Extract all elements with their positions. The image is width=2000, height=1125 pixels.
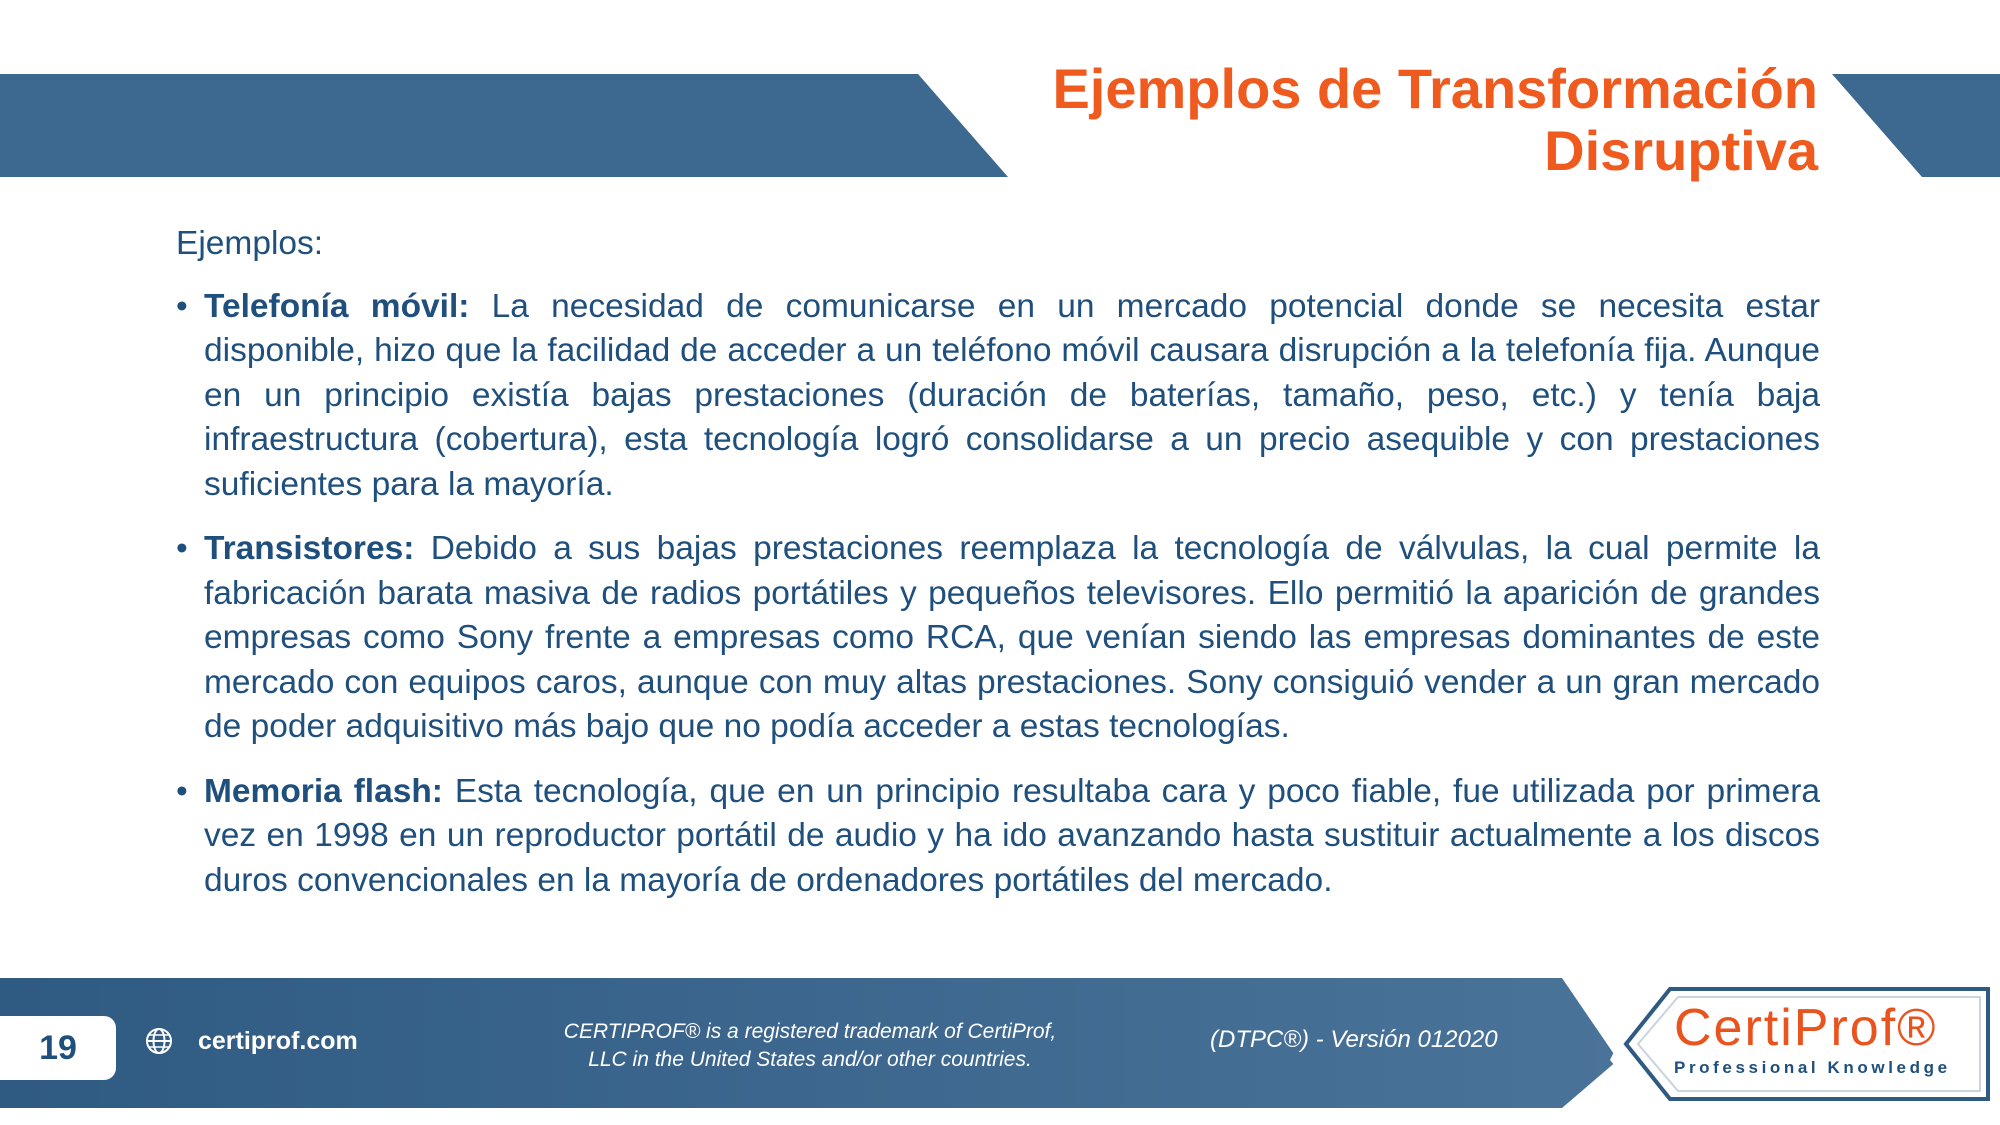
slide-content (176, 222, 1820, 923)
trademark-line-2: LLC in the United States and/or other countries. (588, 1048, 1032, 1071)
bullet-text: La necesidad de comunicarse en un mercado potencial donde se necesita estar disponible, hizo que la facilidad de acceder a un teléfono móvil causara disrupción a la telefonía fija. Aunque en un principio existía bajas prestaciones (duración de baterías, tamaño, peso, etc.) y tenía baja infraestructura (cobertura), esta tecnología logró consolidarse a un precio asequible y con prestaciones suficientes para la mayoría. (204, 287, 1820, 503)
bullet-icon: • (176, 287, 188, 325)
intro-text: Ejemplos: (176, 225, 324, 262)
trademark-line-1: CERTIPROF® is a registered trademark of CertiProf, (563, 1020, 1057, 1043)
header-band-left (0, 74, 1008, 177)
bullet-text: Debido a sus bajas prestaciones reemplaza la tecnología de válvulas, la cual permite la fabricación barata masiva de radios portátiles y pequeños televisores. Ello permitió la aparición de grandes empresas como Sony frente a empresas como RCA, que venían siendo las empresas dominantes de este mercado con equipos caros, aunque con muy altas prestaciones. Sony consiguió vender a un gran mercado de poder adquisitivo más bajo que no podía acceder a estas tecnologías. (204, 530, 1820, 745)
list-item (176, 285, 1820, 508)
logo-tagline: Professional Knowledge (1674, 1058, 1951, 1077)
page-number: 19 (0, 1016, 116, 1080)
bullet-term: Telefonía móvil: (204, 287, 470, 325)
list-item (176, 770, 1820, 904)
bullet-term: Memoria flash: (204, 772, 443, 810)
bullet-list (176, 285, 1820, 904)
page-title (1052, 58, 1818, 182)
header-band-right (1832, 74, 2000, 177)
page-title-line-2: Disruptiva (1544, 119, 1818, 182)
trademark-notice (520, 1018, 1100, 1074)
list-item (176, 527, 1820, 750)
bullet-icon: • (176, 530, 188, 567)
version-label: (DTPC®) - Versión 012020 (1210, 1026, 1498, 1053)
bullet-term: Transistores: (204, 530, 415, 567)
certiprof-logo: CertiProf® (1674, 999, 1938, 1057)
globe-icon (144, 1026, 174, 1056)
page-title-line-1: Ejemplos de Transformación (1052, 57, 1818, 120)
bullet-icon: • (176, 772, 188, 810)
bullet-text: Esta tecnología, que en un principio resultaba cara y poco fiable, fue utilizada por primera vez en 1998 en un reproductor portátil de audio y ha ido avanzando hasta sustituir actualmente a los discos duros convencionales en la mayoría de ordenadores portátiles del mercado. (204, 772, 1821, 899)
site-link[interactable] (144, 1026, 358, 1056)
site-text[interactable]: certiprof.com (198, 1026, 358, 1055)
